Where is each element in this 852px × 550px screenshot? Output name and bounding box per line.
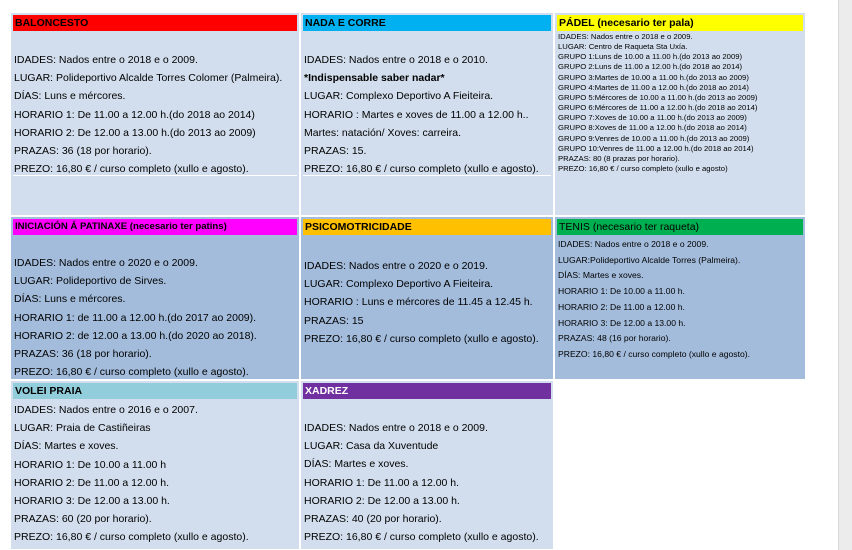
block-psico — [300, 216, 554, 380]
text-line: HORARIO 1: De 10.00 a 11.00 h — [14, 458, 167, 471]
text-line: PRAZAS: 36 (18 por horario). — [14, 348, 152, 361]
text-line: PREZO: 16,80 € / curso completo (xullo e agosto). — [14, 531, 249, 544]
text-line: LUGAR: Polideportivo Alcalde Torres Colomer (Palmeira). — [14, 72, 283, 85]
text-line: LUGAR: Complexo Deportivo A Fieiteira. — [304, 278, 494, 291]
block-body-patinaxe — [14, 254, 257, 380]
text-line: DÍAS: Luns e mércores. — [14, 90, 126, 103]
text-line: LUGAR:Polideportivo Alcalde Torres (Palmeira). — [558, 254, 741, 265]
text-line: IDADES: Nados entre o 2018 e o 2009. — [558, 239, 709, 249]
text-line: PRAZAS: 60 (20 por horario). — [14, 513, 152, 526]
block-patinaxe — [10, 216, 300, 380]
text-line: GRUPO 5:Mércores de 10.00 a 11.00 h.(do 2013 ao 2009) — [558, 92, 758, 102]
text-line: LUGAR: Centro de Raqueta Sta Uxía. — [558, 42, 688, 52]
text-line: GRUPO 3:Martes de 10.00 a 11.00 h.(do 2013 ao 2009) — [558, 72, 749, 82]
text-line: IDADES: Nados entre o 2020 e o 2009. — [14, 257, 198, 269]
text-line: GRUPO 10:Venres de 11.00 a 12.00 h.(do 2018 ao 2014) — [558, 143, 754, 153]
text-line: PREZO: 16,80 € / curso completo (xullo e agosto). — [304, 332, 539, 345]
text-line: HORARIO 2: de 12.00 a 13.00 h.(do 2020 ao 2018). — [14, 329, 257, 342]
block-title-psico: PSICOMOTRICIDADE — [303, 219, 551, 235]
text-line: DÍAS: Martes e xoves. — [14, 440, 119, 453]
text-line: HORARIO : Martes e xoves de 11.00 a 12.00 h.. — [304, 108, 529, 121]
block-body-tenis — [558, 237, 750, 363]
scrollbar[interactable] — [838, 0, 852, 550]
block-title-xadrez: XADREZ — [303, 383, 551, 399]
text-line: DÍAS: Martes e xoves. — [304, 458, 409, 471]
text-line: HORARIO : Luns e mércores de 11.45 a 12.45 h. — [304, 296, 533, 309]
text-line: LUGAR: Praia de Castiñeiras — [14, 422, 151, 435]
text-line: HORARIO 2: De 12.00 a 13.00 h.(do 2013 ao 2009) — [14, 126, 256, 139]
text-line: IDADES: Nados entre o 2018 e o 2010. — [304, 54, 488, 66]
text-line: IDADES: Nados entre o 2020 e o 2019. — [304, 260, 488, 272]
text-line: GRUPO 8:Xoves de 11.00 a 12.00 h.(do 2018 ao 2014) — [558, 123, 747, 133]
block-title-patinaxe: INICIACIÓN Á PATINAXE (necesario ter patins) — [13, 219, 297, 235]
text-line: LUGAR: Casa da Xuventude — [304, 440, 439, 453]
text-line: PREZO: 16,80 € / curso completo (xullo e agosto). — [558, 348, 751, 359]
text-line: GRUPO 6:Mércores de 11.00 a 12.00 h.(do 2018 ao 2014) — [558, 103, 758, 113]
block-nada — [300, 12, 554, 216]
block-body-nada — [304, 51, 539, 178]
text-line: PRAZAS: 36 (18 por horario). — [14, 145, 152, 158]
text-line: PRAZAS: 15. — [304, 145, 367, 158]
divider — [303, 175, 551, 176]
text-line: IDADES: Nados entre o 2018 e o 2009. — [304, 422, 488, 434]
text-line: IDADES: Nados entre o 2018 e o 2009. — [14, 54, 198, 66]
text-line: LUGAR: Polideportivo de Sirves. — [14, 275, 167, 288]
block-baloncesto — [10, 12, 300, 216]
block-body-volei — [14, 401, 249, 547]
block-tenis — [554, 216, 806, 380]
text-line: IDADES: Nados entre o 2016 e o 2007. — [14, 404, 198, 416]
text-line: PREZO: 16,80 € / curso completo (xullo e agosto). — [304, 531, 539, 544]
text-line: GRUPO 1:Luns de 10.00 a 11.00 h.(do 2013 ao 2009) — [558, 52, 743, 62]
block-volei — [10, 380, 300, 550]
text-line: PREZO: 16,80 € / curso completo (xullo e agosto) — [558, 164, 728, 174]
block-title-tenis: TENIS (necesario ter raqueta) — [557, 219, 803, 235]
text-line: HORARIO 2: De 12.00 a 13.00 h. — [304, 494, 460, 507]
text-line: HORARIO 1: De 11.00 a 12.00 h. — [304, 476, 460, 489]
block-padel — [554, 12, 806, 216]
text-line: PRAZAS: 48 (16 por horario). — [558, 333, 671, 344]
text-line: HORARIO 2: De 11.00 a 12.00 h. — [14, 476, 170, 489]
block-xadrez — [300, 380, 554, 550]
text-line: PRAZAS: 80 (8 prazas por horario). — [558, 153, 680, 163]
text-line: PRAZAS: 15 — [304, 314, 364, 327]
text-line: *Indispensable saber nadar* — [304, 72, 445, 85]
text-line: HORARIO 2: De 11.00 a 12.00 h. — [558, 301, 685, 312]
divider — [13, 175, 297, 176]
text-line: DÍAS: Luns e mércores. — [14, 293, 126, 306]
block-body-baloncesto — [14, 51, 282, 178]
text-line: PRAZAS: 40 (20 por horario). — [304, 513, 442, 526]
block-title-nada: NADA E CORRE — [303, 15, 551, 31]
block-body-padel — [558, 32, 757, 174]
text-line: HORARIO 3: De 12.00 a 13.00 h. — [14, 495, 170, 508]
text-line: PREZO: 16,80 € / curso completo (xullo e agosto). — [14, 163, 249, 176]
block-body-xadrez — [304, 419, 539, 546]
text-line: HORARIO 3: De 12.00 a 13.00 h. — [558, 317, 686, 328]
block-title-padel: PÁDEL (necesario ter pala) — [557, 15, 803, 31]
text-line: DÍAS: Martes e xoves. — [558, 270, 644, 281]
block-body-psico — [304, 257, 539, 348]
text-line: GRUPO 9:Venres de 10.00 a 11.00 h.(do 2013 ao 2009) — [558, 133, 750, 143]
block-title-volei: VOLEI PRAIA — [13, 383, 297, 399]
text-line: IDADES: Nados entre o 2018 e o 2009. — [558, 32, 693, 41]
text-line: GRUPO 2:Luns de 11.00 a 12.00 h.(do 2018 ao 2014) — [558, 62, 743, 72]
text-line: HORARIO 1: De 10.00 a 11.00 h. — [558, 286, 685, 297]
text-line: Martes: natación/ Xoves: carreira. — [304, 126, 461, 139]
text-line: GRUPO 4:Martes de 11.00 a 12.00 h.(do 2018 ao 2014) — [558, 82, 749, 92]
text-line: PREZO: 16,80 € / curso completo (xullo e agosto). — [14, 366, 249, 379]
text-line: HORARIO 1: de 11.00 a 12.00 h.(do 2017 ao 2009). — [14, 311, 257, 324]
text-line: GRUPO 7:Xoves de 10.00 a 11.00 h.(do 2013 ao 2009) — [558, 113, 747, 123]
text-line: PREZO: 16,80 € / curso completo (xullo e agosto). — [304, 163, 539, 176]
text-line: LUGAR: Complexo Deportivo A Fieiteira. — [304, 90, 494, 103]
text-line: HORARIO 1: De 11.00 a 12.00 h.(do 2018 ao 2014) — [14, 108, 255, 121]
block-title-baloncesto: BALONCESTO — [13, 15, 297, 31]
